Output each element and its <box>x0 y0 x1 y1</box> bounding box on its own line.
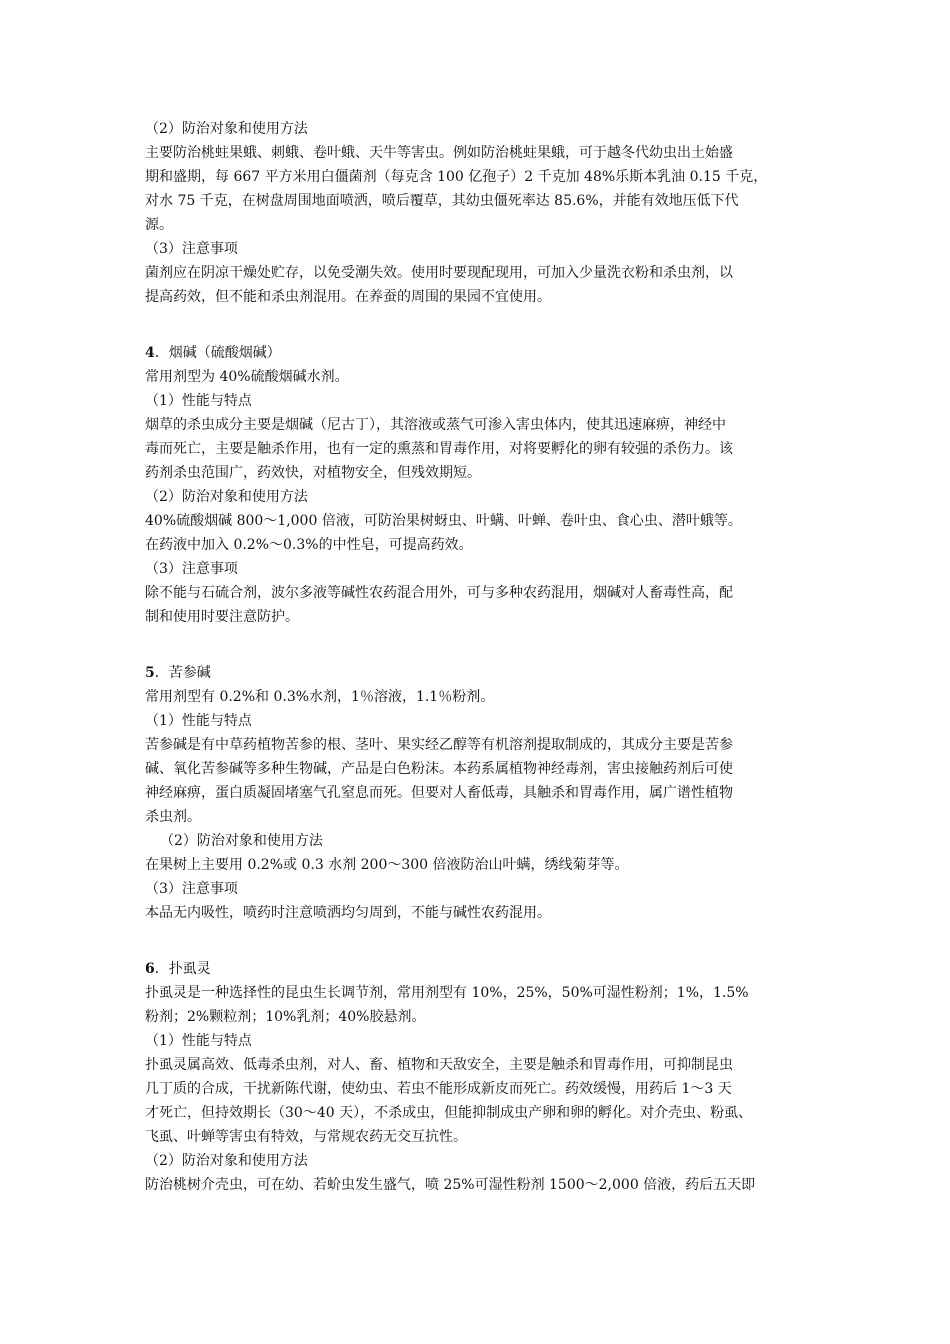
paragraph-line: 在药液中加入 0.2%～0.3%的中性皂，可提高药效。 <box>145 537 473 553</box>
paragraph-line: 飞虱、叶蝉等害虫有特效，与常规农药无交互抗性。 <box>145 1129 467 1145</box>
paragraph-line: 扑虱灵属高效、低毒杀虫剂，对人、畜、植物和天敌安全，主要是触杀和胃毒作用，可抑制昆虫 <box>145 1057 733 1073</box>
paragraph-line: 常用剂型有 0.2%和 0.3%水剂，1％溶液，1.1％粉剂。 <box>145 689 495 705</box>
paragraph-line: 神经麻痹，蛋白质凝固堵塞气孔窒息而死。但要对人畜低毒，具触杀和胃毒作用，属广谱性植物 <box>145 785 733 801</box>
paragraph-line: 药剂杀虫范围广，药效快，对植物安全，但残效期短。 <box>145 465 481 481</box>
subheading: （3）注意事项 <box>145 561 238 577</box>
paragraph-line: 除不能与石硫合剂，波尔多液等碱性农药混合用外，可与多种农药混用，烟碱对人畜毒性高，配 <box>145 585 733 601</box>
paragraph-line: 防治桃树介壳虫，可在幼、若蚧虫发生盛气，喷 25%可湿性粉剂 1500～2,000 倍液，药后五天即 <box>145 1177 756 1193</box>
subheading: （2）防治对象和使用方法 <box>160 833 323 849</box>
section-number: 5 <box>145 665 155 681</box>
paragraph-line: 才死亡，但持效期长（30～40 天），不杀成虫，但能抑制成虫产卵和卵的孵化。对介壳虫、粉虱、 <box>145 1105 753 1121</box>
paragraph-line: 期和盛期，每 667 平方米用白僵菌剂（每克含 100 亿孢子）2 千克加 48%乐斯本乳油 0.15 千克， <box>145 169 768 185</box>
subheading: （1）性能与特点 <box>145 713 252 729</box>
section-number: 6 <box>145 961 155 977</box>
paragraph-line: 碱、氧化苦参碱等多种生物碱，产品是白色粉沫。本药系属植物神经毒剂，害虫接触药剂后可使 <box>145 761 733 777</box>
paragraph-line: 提高药效，但不能和杀虫剂混用。在养蚕的周围的果园不宜使用。 <box>145 289 551 305</box>
subheading: （1）性能与特点 <box>145 1033 252 1049</box>
paragraph-line: 杀虫剂。 <box>145 809 201 825</box>
paragraph-line: 毒而死亡，主要是触杀作用，也有一定的熏蒸和胃毒作用，对将要孵化的卵有较强的杀伤力。该 <box>145 441 733 457</box>
subheading: （2）防治对象和使用方法 <box>145 1153 308 1169</box>
section-title: ．苦参碱 <box>154 665 211 681</box>
section-number: 4 <box>145 345 155 361</box>
paragraph-line: 菌剂应在阴凉干燥处贮存，以免受潮失效。使用时要现配现用，可加入少量洗衣粉和杀虫剂，以 <box>145 265 733 281</box>
paragraph-line: 制和使用时要注意防护。 <box>145 609 299 625</box>
paragraph-line: 对水 75 千克，在树盘周围地面喷洒，喷后覆草，其幼虫僵死率达 85.6%，并能有效地压低下代 <box>145 193 739 209</box>
paragraph-line: 烟草的杀虫成分主要是烟碱（尼古丁），其溶液或蒸气可渗入害虫体内，使其迅速麻痹，神经中 <box>145 417 726 433</box>
section-title: ．烟碱（硫酸烟碱） <box>154 345 281 361</box>
paragraph-line: 主要防治桃蛀果蛾、刺蛾、卷叶蛾、天牛等害虫。例如防治桃蛀果蛾，可于越冬代幼虫出土始盛 <box>145 145 733 161</box>
paragraph-line: 几丁质的合成，干扰新陈代谢，使幼虫、若虫不能形成新皮而死亡。药效缓慢，用药后 1～3 天 <box>145 1081 732 1097</box>
paragraph-line: 本品无内吸性，喷药时注意喷洒均匀周到，不能与碱性农药混用。 <box>145 905 551 921</box>
paragraph-line: 在果树上主要用 0.2%或 0.3 水剂 200～300 倍液防治山叶螨，绣线菊芽等。 <box>145 857 629 873</box>
subheading: （2）防治对象和使用方法 <box>145 121 308 137</box>
subheading: （3）注意事项 <box>145 241 238 257</box>
subheading: （2）防治对象和使用方法 <box>145 489 308 505</box>
paragraph-line: 源。 <box>145 217 173 233</box>
paragraph-line: 常用剂型为 40%硫酸烟碱水剂。 <box>145 369 349 385</box>
section-heading <box>145 661 211 685</box>
paragraph-line: 苦参碱是有中草药植物苦参的根、茎叶、果实经乙醇等有机溶剂提取制成的，其成分主要是苦参 <box>145 737 733 753</box>
subheading: （3）注意事项 <box>145 881 238 897</box>
paragraph-line: 40%硫酸烟碱 800～1,000 倍液，可防治果树蚜虫、叶螨、叶蝉、卷叶虫、食心虫、潜叶蛾等。 <box>145 513 742 529</box>
paragraph-line: 粉剂；2%颗粒剂；10%乳剂；40%胶悬剂。 <box>145 1009 426 1025</box>
paragraph-line: 扑虱灵是一种选择性的昆虫生长调节剂，常用剂型有 10%，25%，50%可湿性粉剂；1%，1.5% <box>145 985 749 1001</box>
section-heading <box>145 957 211 981</box>
section-title: ．扑虱灵 <box>154 961 211 977</box>
section-heading <box>145 341 281 365</box>
subheading: （1）性能与特点 <box>145 393 252 409</box>
